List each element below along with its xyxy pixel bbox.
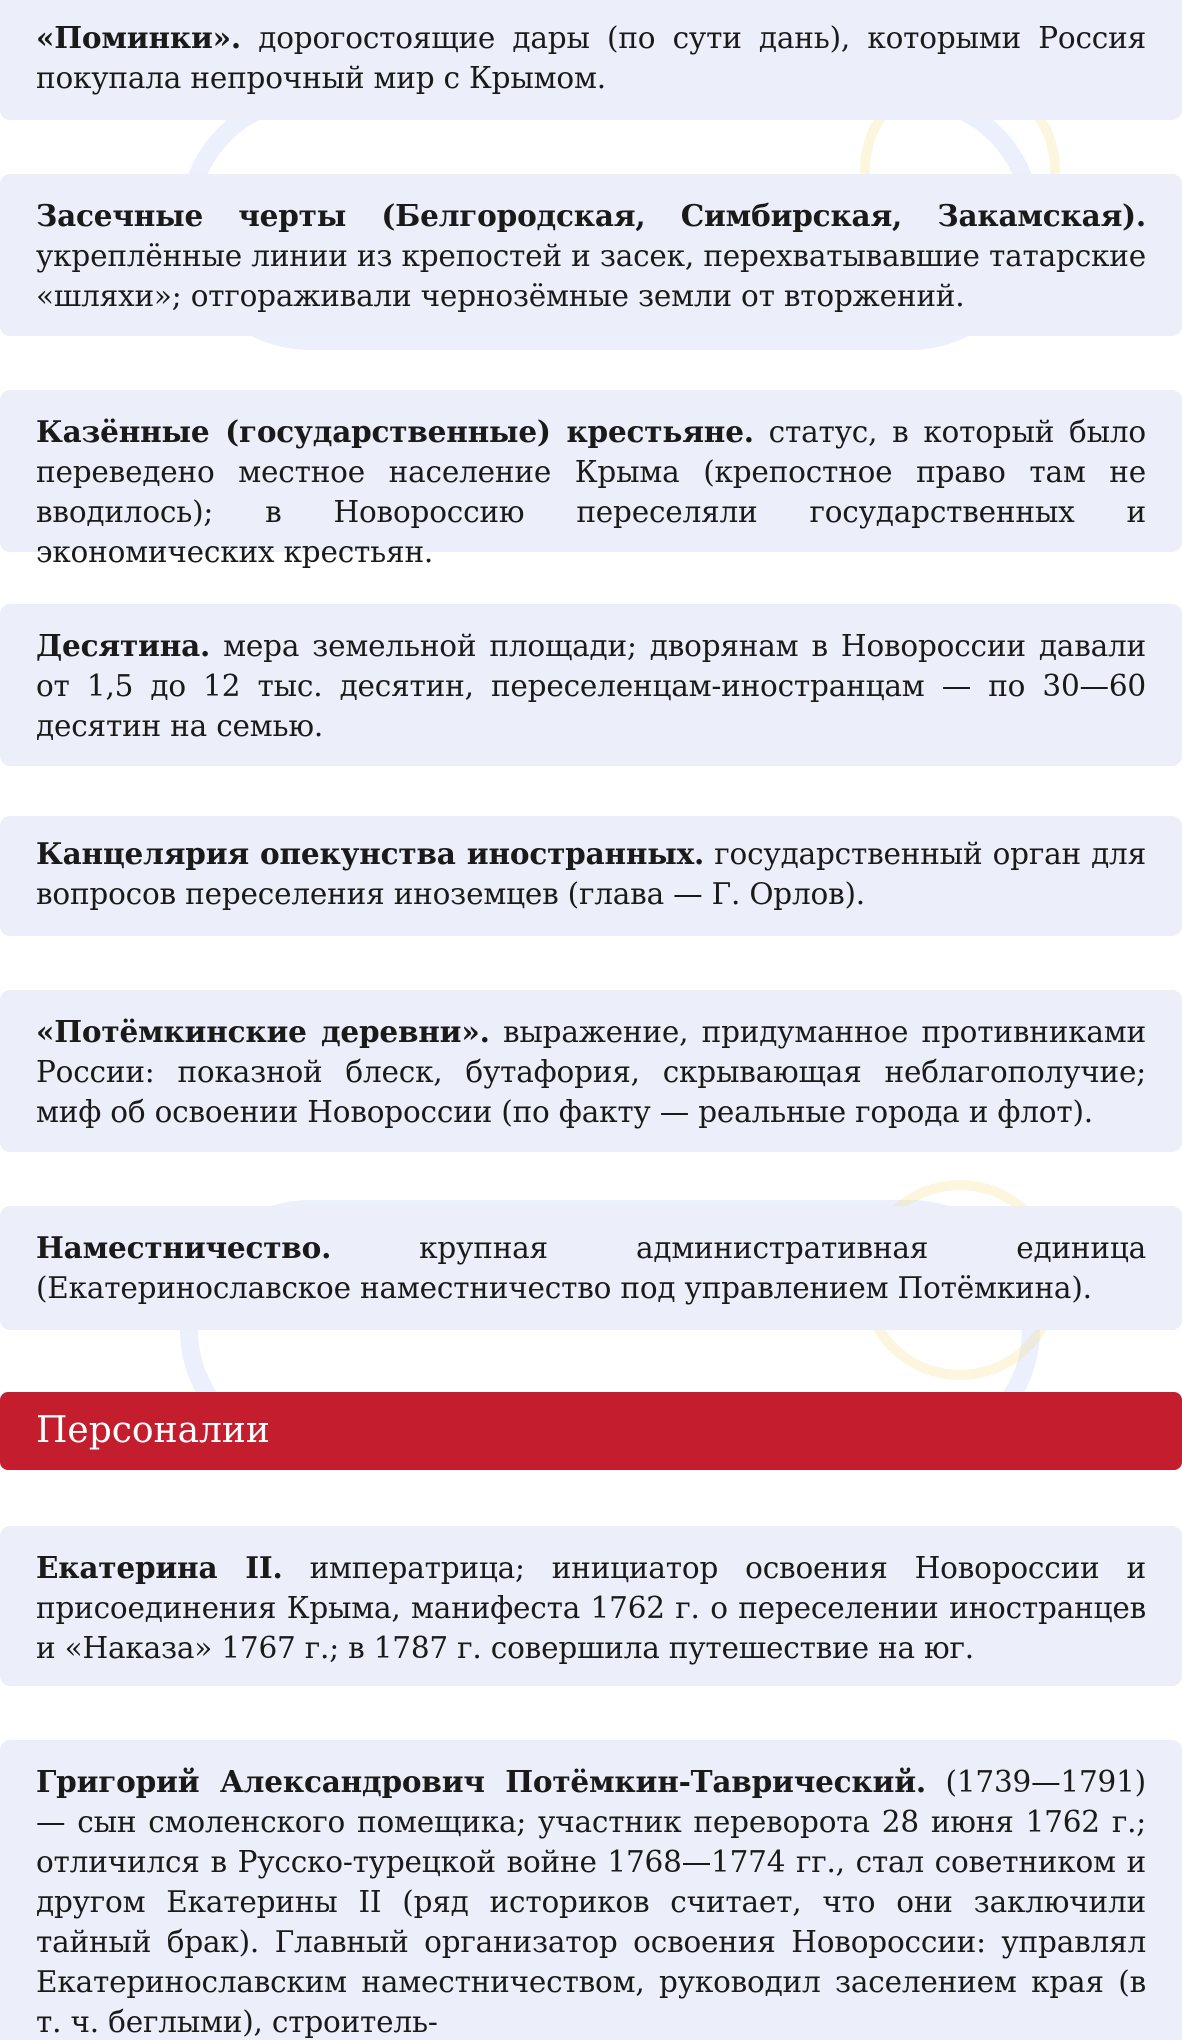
term-card-kazennye-krestyane	[0, 390, 1182, 569]
term-paragraph	[36, 412, 1146, 572]
person-paragraph	[36, 1548, 1146, 1668]
term-definition: дорогостоящие дары (по сути дань), которыми Россия покупала непрочный мир с Крымом.	[36, 21, 1146, 95]
term-definition: государственный орган для вопросов переселения иноземцев (глава — Г. Орлов).	[36, 837, 1147, 911]
term-paragraph	[36, 18, 1146, 98]
person-paragraph	[36, 1762, 1146, 2042]
term-definition: выражение, придуманное противниками России: показной блеск, бутафория, скрывающая неблагополучие; миф об освоении Новороссии (по факту — реальные города и флот).	[36, 1015, 1146, 1129]
term-paragraph	[36, 834, 1146, 914]
term-definition: мера земельной площади; дворянам в Новороссии давали от 1,5 до 12 тыс. десятин, переселенцам-иностранцам — по 30—60 десятин на семью.	[36, 629, 1146, 743]
term-card-namestnichestvo	[0, 1206, 1182, 1330]
term-title: Наместничество.	[36, 1230, 332, 1265]
term-paragraph	[36, 626, 1146, 746]
term-card-zasechnye-cherty	[0, 174, 1182, 336]
section-title: Персоналии	[36, 1410, 270, 1451]
term-paragraph	[36, 1228, 1146, 1308]
term-title: «Потёмкинские деревни».	[36, 1014, 490, 1049]
term-definition: статус, в который было переведено местное население Крыма (крепостное право там не вводилось); в Новороссию переселяли государственных и экономических крестьян.	[36, 415, 1146, 569]
term-card-potemkinskie-derevni	[0, 990, 1182, 1152]
person-description: императрица; инициатор освоения Новороссии и присоединения Крыма, манифеста 1762 г. о переселении иностранцев и «Наказа» 1767 г.; в 1787 г. совершила путешествие на юг.	[36, 1551, 1146, 1665]
term-title: Канцелярия опекунства иностранных.	[36, 836, 705, 871]
term-card-desyatina	[0, 604, 1182, 766]
term-card-kantselyariya	[0, 816, 1182, 936]
term-definition: крупная административная единица (Екатеринославское наместничество под управлением Потёмкина).	[36, 1231, 1146, 1305]
term-definition: укреплённые линии из крепостей и засек, перехватывавшие татарские «шляхи»; отгораживали чернозёмные земли от вторжений.	[36, 239, 1146, 313]
term-card-pominki	[0, 0, 1182, 120]
term-title: Засечные черты (Белгородская, Симбирская, Закамская).	[36, 198, 1146, 233]
term-paragraph	[36, 196, 1146, 316]
person-name: Григорий Александрович Потёмкин-Таврический.	[36, 1764, 926, 1799]
person-name: Екатерина II.	[36, 1550, 283, 1585]
person-card-ekaterina	[0, 1526, 1182, 1686]
section-header-personalii	[0, 1392, 1182, 1470]
term-paragraph	[36, 1012, 1146, 1132]
person-description: (1739—1791) — сын смоленского помещика; участник переворота 28 июня 1762 г.; отличился в Русско-турецкой войне 1768—1774 гг., стал советником и другом Екатерины II (ряд историков считает, что они заключили тайный брак). Главный организатор освоения Новороссии: управлял Екатеринославским наместничеством, руководил заселением края (в т. ч. беглыми), строитель-	[36, 1765, 1146, 2039]
person-card-potemkin	[0, 1740, 1182, 2040]
term-title: Десятина.	[36, 628, 211, 663]
term-title: Казённые (государственные) крестьяне.	[36, 414, 754, 449]
term-title: «Поминки».	[36, 20, 241, 55]
